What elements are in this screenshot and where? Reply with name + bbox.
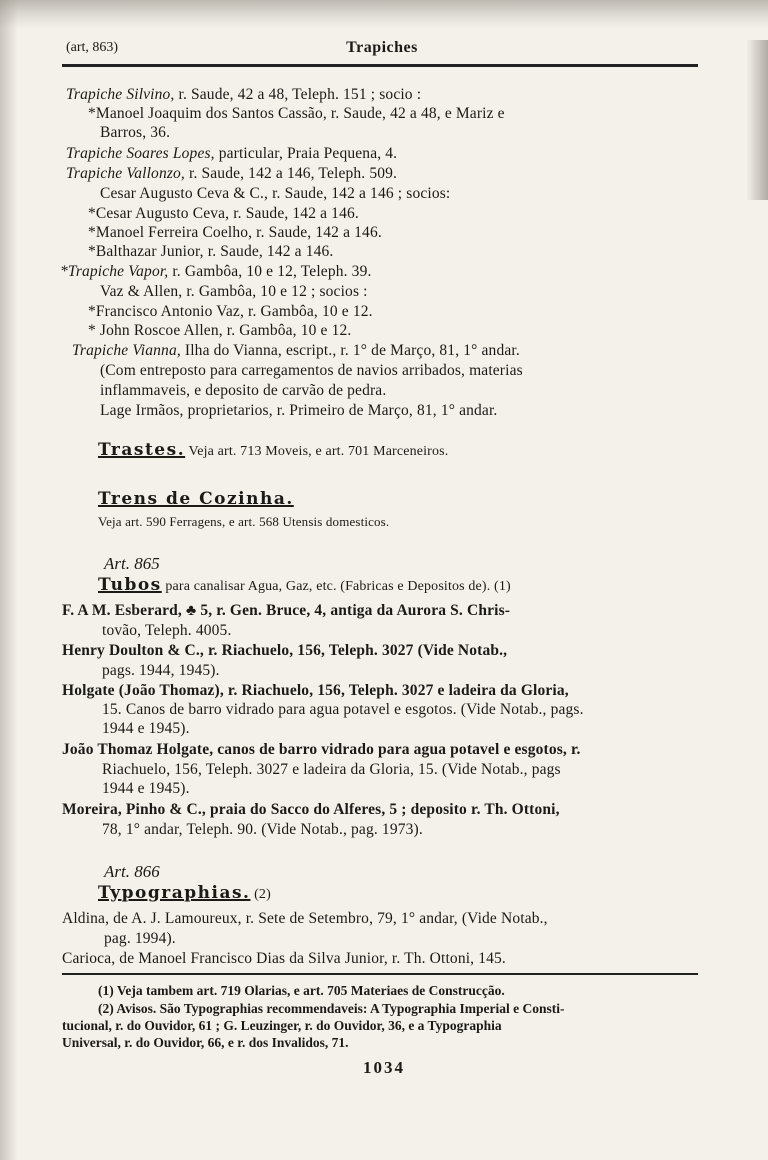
edge-damage (746, 40, 768, 200)
section-trens-title: Trens de Cozinha. (98, 489, 294, 509)
entry-line: pags. 1944, 1945). (102, 662, 220, 679)
header-rule (62, 64, 698, 67)
entry-line: tovão, Teleph. 4005. (102, 622, 232, 639)
section-note: Veja art. 713 Moveis, e art. 701 Marceneiros. (185, 444, 449, 459)
header-article-ref: (art, 863) (66, 40, 119, 55)
entry-line: Lage Irmãos, proprietarios, r. Primeiro de Março, 81, 1° andar. (100, 402, 498, 419)
page-number: 1034 (363, 1058, 405, 1077)
entry-line: *Manoel Ferreira Coelho, r. Saude, 142 a 146. (88, 224, 382, 241)
entry-line: *Balthazar Junior, r. Saude, 142 a 146. (88, 243, 334, 260)
entry-line: Trapiche Soares Lopes, particular, Praia Pequena, 4. (66, 145, 398, 162)
running-header (62, 40, 702, 60)
page-edge-stain (0, 0, 768, 28)
footnote: Universal, r. do Ouvidor, 66, e r. dos Invalidos, 71. (62, 1035, 349, 1050)
entry-line: (Com entreposto para carregamentos de navios arribados, materias (100, 362, 523, 379)
footnote: (1) Veja tambem art. 719 Olarias, e art. 705 Materiaes de Construcção. (98, 983, 505, 998)
entry-line: Vaz & Allen, r. Gambôa, 10 e 12 ; socios : (100, 283, 368, 300)
entry-line: Trapiche Vallonzo, r. Saude, 142 a 146, Teleph. 509. (66, 165, 398, 182)
footnote: tucional, r. do Ouvidor, 61 ; G. Leuzinger, r. do Ouvidor, 36, e a Typographia (62, 1018, 502, 1033)
section-typographias: Typographias. (2) (98, 883, 271, 903)
footnote-rule (62, 973, 698, 975)
article-label: Art. 866 (104, 862, 160, 881)
section-trens-note: Veja art. 590 Ferragens, e art. 568 Utensis domesticos. (98, 514, 390, 529)
header-title: Trapiches (346, 39, 418, 56)
entry-line: *Francisco Antonio Vaz, r. Gambôa, 10 e 12. (88, 303, 373, 320)
entry-line: 1944 e 1945). (102, 720, 190, 737)
entry-line: Carioca, de Manoel Francisco Dias da Silva Junior, r. Th. Ottoni, 145. (62, 950, 506, 967)
entry-line: *Trapiche Vapor, r. Gambôa, 10 e 12, Teleph. 39. (60, 263, 372, 280)
entry-line: Holgate (João Thomaz), r. Riachuelo, 156, Teleph. 3027 e ladeira da Gloria, (62, 682, 569, 699)
section-title: Trastes. (98, 440, 186, 460)
binding-shadow (0, 0, 18, 1160)
entry-line: *Cesar Augusto Ceva, r. Saude, 142 a 146. (88, 205, 359, 222)
entry-line: 15. Canos de barro vidrado para agua potavel e esgotos. (Vide Notab., pags. (102, 701, 584, 718)
entry-line: pag. 1994). (104, 930, 176, 947)
entry-line: Henry Doulton & C., r. Riachuelo, 156, Teleph. 3027 (Vide Notab., (62, 642, 508, 659)
footnote: (2) Avisos. São Typographias recommendaveis: A Typographia Imperial e Consti- (98, 1001, 565, 1016)
entry-line: Aldina, de A. J. Lamoureux, r. Sete de Setembro, 79, 1° andar, (Vide Notab., (62, 910, 548, 927)
entry-line: Riachuelo, 156, Teleph. 3027 e ladeira da Gloria, 15. (Vide Notab., pags (102, 761, 561, 778)
entry-line: João Thomaz Holgate, canos de barro vidrado para agua potavel e esgotos, r. (62, 741, 581, 758)
section-tubos: Tubos para canalisar Agua, Gaz, etc. (Fabricas e Depositos de). (1) (98, 575, 511, 595)
entry-line: *Manoel Joaquim dos Santos Cassão, r. Saude, 42 a 48, e Mariz e (88, 105, 505, 122)
entry-line: Barros, 36. (100, 124, 171, 141)
entry-line: 78, 1° andar, Teleph. 90. (Vide Notab., pag. 1973). (102, 821, 423, 838)
entry-line: * John Roscoe Allen, r. Gambôa, 10 e 12. (88, 322, 352, 339)
entry-line: Cesar Augusto Ceva & C., r. Saude, 142 a 146 ; socios: (100, 185, 451, 202)
entry-line: Moreira, Pinho & C., praia do Sacco do Alferes, 5 ; deposito r. Th. Ottoni, (62, 801, 560, 818)
entry-line: 1944 e 1945). (102, 780, 190, 797)
entry-line: Trapiche Silvino, r. Saude, 42 a 48, Teleph. 151 ; socio : (66, 86, 422, 103)
section-trastes (98, 441, 448, 461)
entry-line: Trapiche Vianna, Ilha do Vianna, escript., r. 1° de Março, 81, 1° andar. (72, 342, 520, 359)
article-label: Art. 865 (104, 554, 160, 573)
entry-line: inflammaveis, e deposito de carvão de pedra. (100, 382, 387, 399)
entry-line: F. A M. Esberard, ♣ 5, r. Gen. Bruce, 4, antiga da Aurora S. Chris- (62, 602, 511, 619)
